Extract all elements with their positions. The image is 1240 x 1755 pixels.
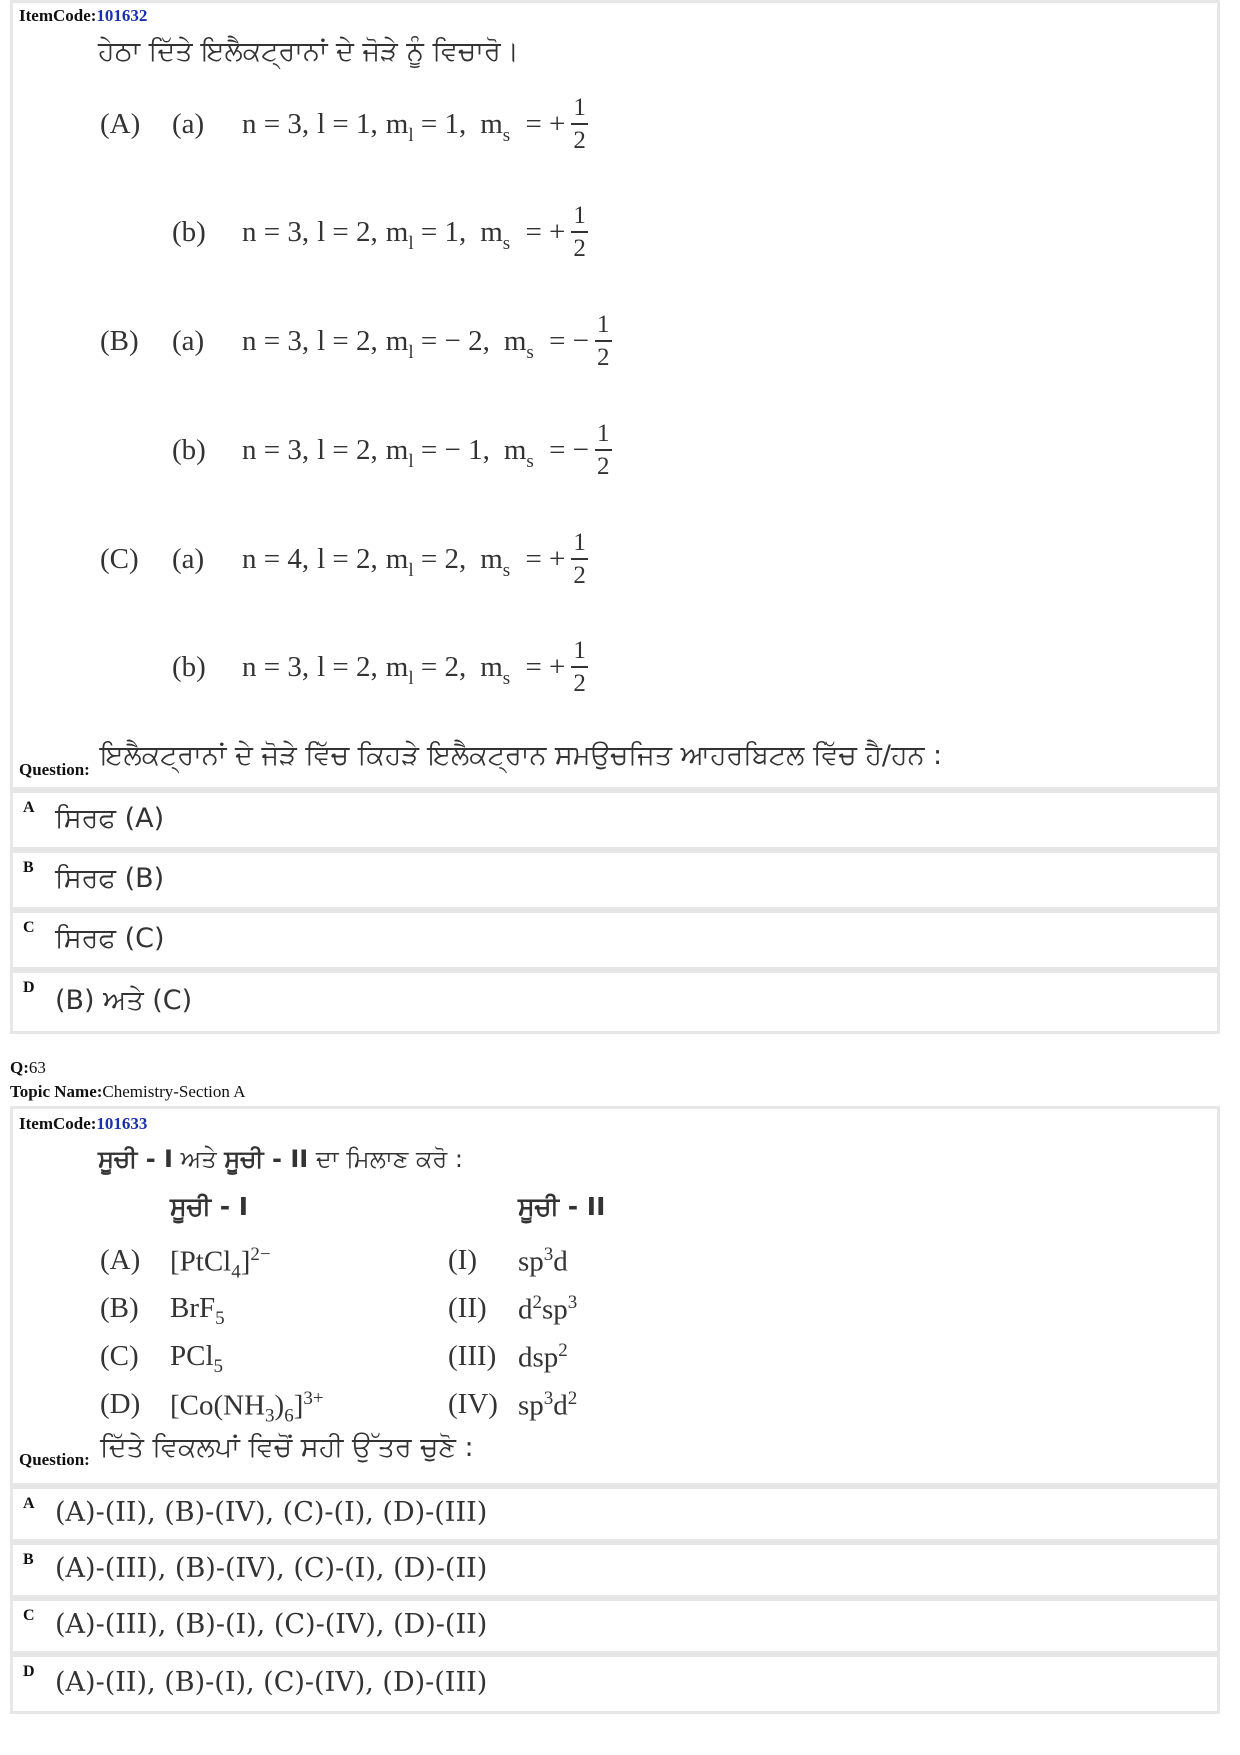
quantum-n: n = 3, xyxy=(242,215,310,248)
list-1-item-D: $[Co(NH_3)_6]^{3+}$ xyxy=(170,1388,324,1427)
quantum-l: l = 2, xyxy=(317,324,378,357)
option-letter: A xyxy=(23,799,35,816)
option-D[interactable] xyxy=(10,1654,1220,1714)
electron-pair-row xyxy=(100,312,612,370)
list-2-item-II: $d^2sp^3$ xyxy=(518,1292,578,1326)
quantum-ms: $m_s$ = + xyxy=(480,107,566,146)
question-number xyxy=(10,1058,46,1078)
spin-fraction: $\frac{1}{2}$ xyxy=(573,529,586,589)
list-2-tag-III: (III) xyxy=(448,1340,497,1372)
option-text: ਸਿਰਫ (C) xyxy=(55,923,165,954)
quantum-ml: $m_l = 1$, xyxy=(385,107,467,146)
q-number: 63 xyxy=(28,1058,46,1077)
item-code-value: 101632 xyxy=(96,6,148,25)
option-C[interactable] xyxy=(10,910,1220,970)
list-1-tag-D: (D) xyxy=(100,1388,141,1420)
spin-fraction: $\frac{1}{2}$ xyxy=(573,637,586,697)
quantum-n: n = 4, xyxy=(242,542,310,575)
list-2-item-III: dsp$^2$ xyxy=(518,1340,568,1374)
option-text: (A)-(III), (B)-(IV), (C)-(I), (D)-(II) xyxy=(55,1553,488,1584)
list-1-header: ਸੂਚੀ - I xyxy=(170,1192,249,1221)
intro-and: ਅਤੇ xyxy=(173,1145,225,1173)
quantum-ml: $m_l$ = − 1, xyxy=(385,433,490,472)
quantum-n: n = 3, xyxy=(242,433,310,466)
list-2-item-I: $sp^3d$ xyxy=(518,1244,568,1278)
option-C[interactable] xyxy=(10,1598,1220,1654)
electron-pair-row xyxy=(100,203,588,261)
item-code-value: 101633 xyxy=(96,1114,148,1133)
option-text: (A)-(II), (B)-(IV), (C)-(I), (D)-(III) xyxy=(55,1497,488,1528)
option-letter: D xyxy=(23,979,35,996)
quantum-n: n = 3, xyxy=(242,324,310,357)
spin-fraction: $\frac{1}{2}$ xyxy=(597,311,610,371)
quantum-l: l = 2, xyxy=(317,650,378,683)
list-2-tag-IV: (IV) xyxy=(448,1388,498,1420)
quantum-l: l = 2, xyxy=(317,433,378,466)
pair-group-label: (B) xyxy=(100,324,139,357)
quantum-ms: $m_s$ = + xyxy=(480,650,566,689)
option-D[interactable] xyxy=(10,970,1220,1034)
option-A[interactable] xyxy=(10,1486,1220,1542)
quantum-ms: $m_s$ = − xyxy=(503,433,590,472)
option-text: (A)-(III), (B)-(I), (C)-(IV), (D)-(II) xyxy=(55,1609,488,1640)
option-letter: B xyxy=(23,1551,34,1568)
quantum-ms: $m_s$ = + xyxy=(480,215,566,254)
pair-part-label: (a) xyxy=(172,324,205,357)
list-2-ref: ਸੂਚੀ - II xyxy=(224,1145,309,1173)
option-A[interactable] xyxy=(10,790,1220,850)
question-63-text: ਦਿੱਤੇ ਵਿਕਲਪਾਂ ਵਿਚੋਂ ਸਹੀ ਉੱਤਰ ਚੁਣੋ : xyxy=(100,1432,474,1463)
spin-fraction: $\frac{1}{2}$ xyxy=(573,94,586,154)
list-2-header: ਸੂਚੀ - II xyxy=(518,1192,606,1221)
quantum-ml: $m_l = 2$, xyxy=(385,542,467,581)
quantum-l: l = 2, xyxy=(317,215,378,248)
electron-pair-row xyxy=(100,421,612,479)
option-text: (A)-(II), (B)-(I), (C)-(IV), (D)-(III) xyxy=(55,1667,488,1698)
list-1-tag-A: (A) xyxy=(100,1244,141,1276)
option-letter: C xyxy=(23,1607,35,1624)
option-letter: A xyxy=(23,1495,35,1512)
option-letter: D xyxy=(23,1663,35,1680)
topic-value: Chemistry-Section A xyxy=(102,1082,246,1101)
option-text: ਸਿਰਫ (A) xyxy=(55,803,165,834)
list-2-tag-I: (I) xyxy=(448,1244,477,1276)
electron-pair-row xyxy=(100,638,588,696)
item-code-62 xyxy=(19,6,147,26)
quantum-n: n = 3, xyxy=(242,650,310,683)
pair-group-label: (A) xyxy=(100,107,141,140)
question-63-label: Question: xyxy=(19,1450,90,1469)
question-62-text: ਇਲੈਕਟ੍ਰਾਨਾਂ ਦੇ ਜੋੜੇ ਵਿੱਚ ਕਿਹੜੇ ਇਲੈਕਟ੍ਰਾਨ ਸਮਉਚਜਿਤ ਆਹਰਬਿਟਲ ਵਿੱਚ ਹੈ/ਹਨ : xyxy=(100,740,943,771)
option-text: (B) ਅਤੇ (C) xyxy=(55,985,193,1016)
spin-fraction: $\frac{1}{2}$ xyxy=(597,420,610,480)
quantum-ml: $m_l$ = − 2, xyxy=(385,324,490,363)
quantum-ml: $m_l = 2$, xyxy=(385,650,467,689)
quantum-l: l = 2, xyxy=(317,542,378,575)
quantum-l: l = 1, xyxy=(317,107,378,140)
list-1-item-A: [PtCl$_4$]$^{2-}$ xyxy=(170,1244,271,1283)
option-letter: B xyxy=(23,859,34,876)
option-letter: C xyxy=(23,919,35,936)
quantum-ms: $m_s$ = − xyxy=(503,324,590,363)
question-62-intro: ਹੇਠਾ ਦਿੱਤੇ ਇਲੈਕਟ੍ਰਾਨਾਂ ਦੇ ਜੋੜੇ ਨੂੰ ਵਿਚਾਰੋ। xyxy=(98,36,519,67)
list-1-tag-C: (C) xyxy=(100,1340,139,1372)
item-code-63 xyxy=(19,1114,147,1134)
pair-part-label: (a) xyxy=(172,542,205,575)
list-1-item-C: PCl$_5$ xyxy=(170,1340,224,1377)
topic-label: Topic Name: xyxy=(10,1082,103,1101)
item-code-label: ItemCode: xyxy=(19,1114,97,1133)
option-B[interactable] xyxy=(10,1542,1220,1598)
item-code-label: ItemCode: xyxy=(19,6,97,25)
pair-part-label: (b) xyxy=(172,215,206,248)
electron-pair-row xyxy=(100,95,588,153)
quantum-ms: $m_s$ = + xyxy=(480,542,566,581)
list-2-tag-II: (II) xyxy=(448,1292,487,1324)
question-62-label: Question: xyxy=(19,760,90,779)
list-1-tag-B: (B) xyxy=(100,1292,139,1324)
quantum-ml: $m_l = 1$, xyxy=(385,215,467,254)
topic-name xyxy=(10,1082,245,1102)
pair-part-label: (b) xyxy=(172,650,206,683)
spin-fraction: $\frac{1}{2}$ xyxy=(573,202,586,262)
electron-pair-row xyxy=(100,530,588,588)
list-2-item-IV: $sp^3d^2$ xyxy=(518,1388,578,1422)
option-B[interactable] xyxy=(10,850,1220,910)
question-63-intro xyxy=(98,1144,463,1174)
option-text: ਸਿਰਫ (B) xyxy=(55,863,165,894)
intro-rest: ਦਾ ਮਿਲਾਣ ਕਰੋ : xyxy=(308,1145,464,1173)
q-label: Q: xyxy=(10,1058,29,1077)
list-1-item-B: BrF$_5$ xyxy=(170,1292,225,1329)
pair-part-label: (b) xyxy=(172,433,206,466)
quantum-n: n = 3, xyxy=(242,107,310,140)
list-1-ref: ਸੂਚੀ - I xyxy=(98,1145,173,1173)
pair-part-label: (a) xyxy=(172,107,205,140)
pair-group-label: (C) xyxy=(100,542,139,575)
